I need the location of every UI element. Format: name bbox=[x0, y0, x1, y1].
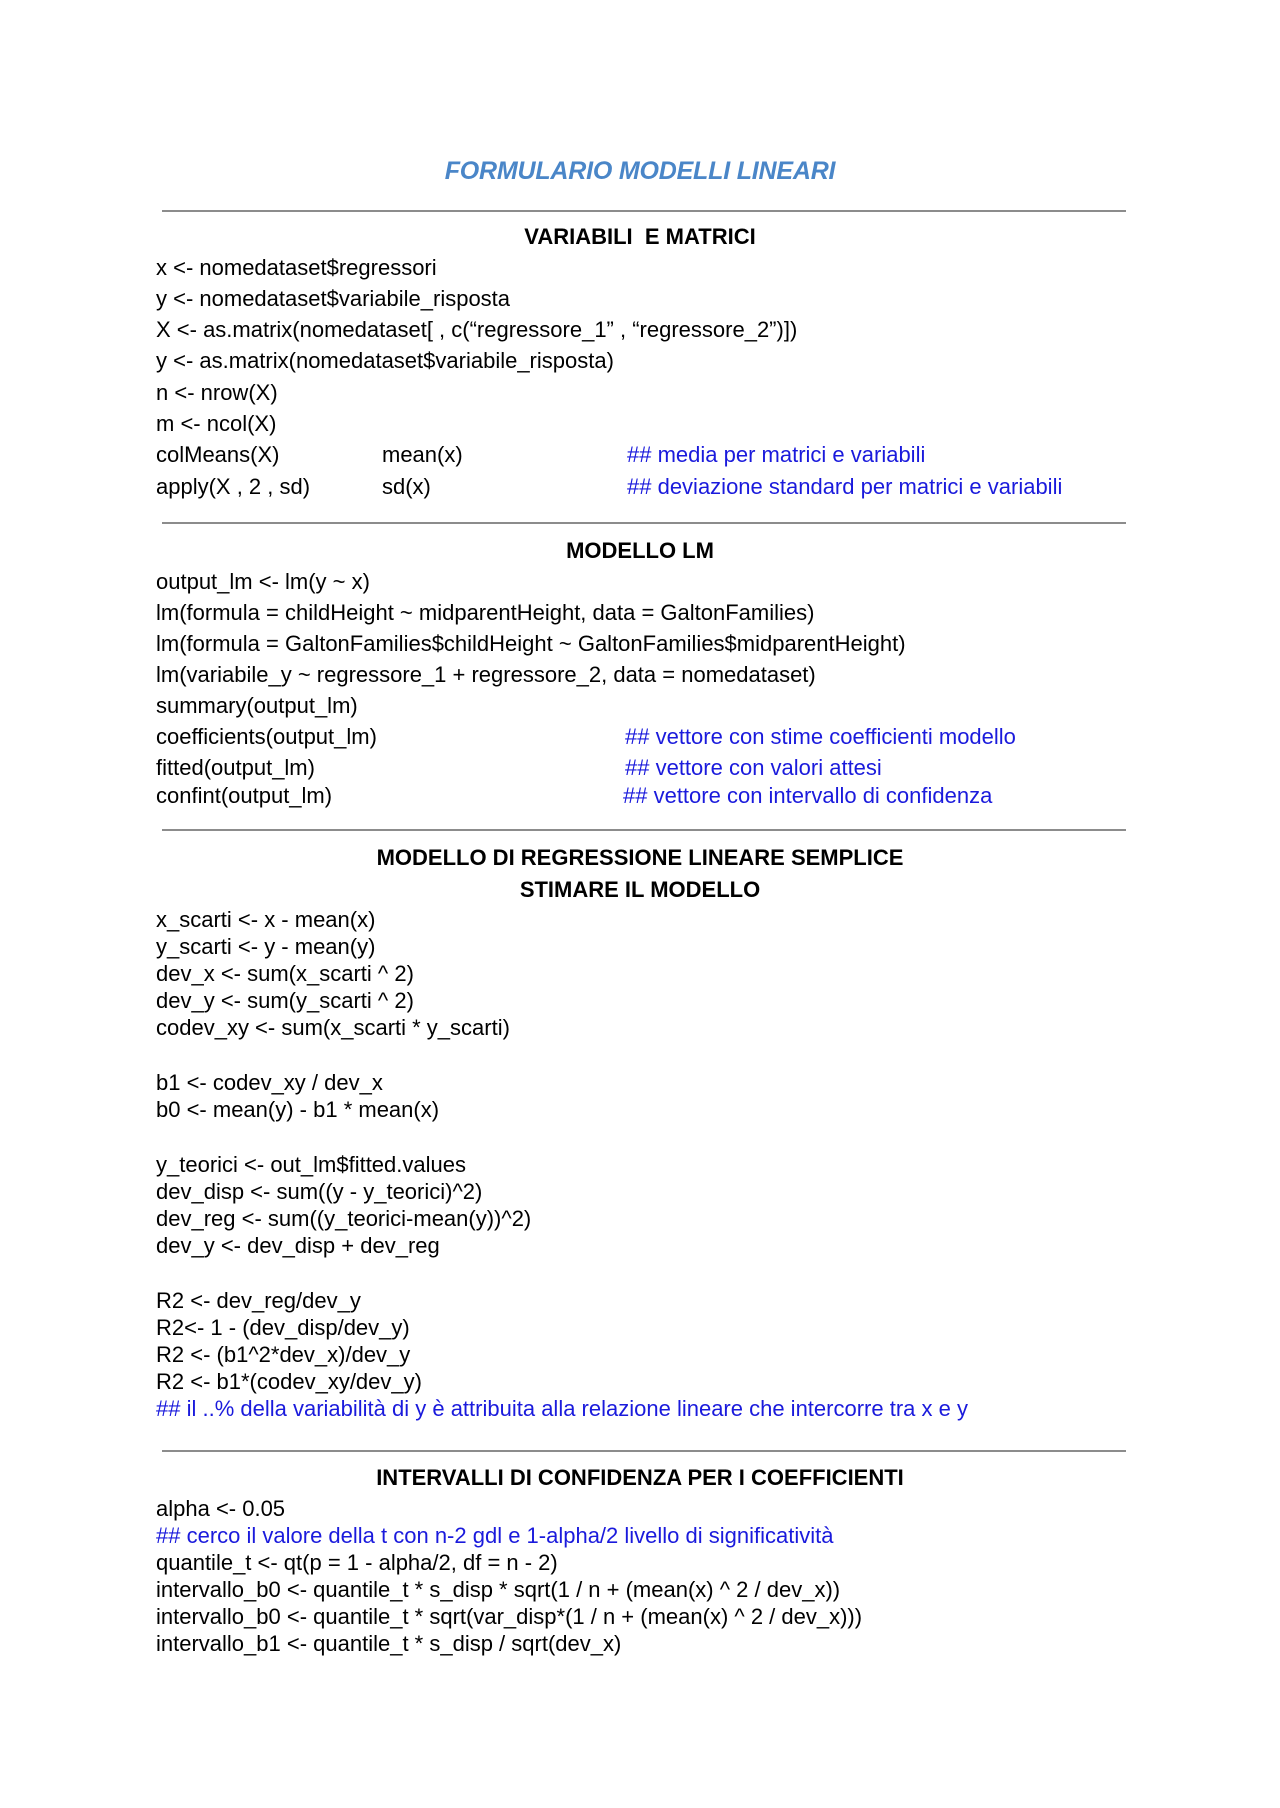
code-line: dev_y <- dev_disp + dev_reg bbox=[156, 1233, 440, 1258]
code-line: lm(formula = childHeight ~ midparentHeight, data = GaltonFamilies) bbox=[156, 600, 815, 625]
code-line: dev_y <- sum(y_scarti ^ 2) bbox=[156, 988, 414, 1013]
code-comment: ## il ..% della variabilità di y è attribuita alla relazione lineare che intercorre tra x e y bbox=[156, 1396, 968, 1421]
code-line: y <- nomedataset$variabile_risposta bbox=[156, 286, 511, 311]
section-heading-regressione: MODELLO DI REGRESSIONE LINEARE SEMPLICE bbox=[376, 845, 904, 870]
code-line: lm(variabile_y ~ regressore_1 + regressore_2, data = nomedataset) bbox=[156, 662, 816, 687]
section-subheading-stimare: STIMARE IL MODELLO bbox=[519, 877, 761, 902]
code-line: dev_disp <- sum((y - y_teorici)^2) bbox=[156, 1179, 483, 1204]
code-line: output_lm <- lm(y ~ x) bbox=[156, 569, 370, 594]
code-comment: ## cerco il valore della t con n-2 gdl e 1-alpha/2 livello di significatività bbox=[156, 1523, 834, 1548]
code-line: y_teorici <- out_lm$fitted.values bbox=[156, 1152, 466, 1177]
code-comment: ## vettore con intervallo di confidenza bbox=[623, 783, 993, 808]
code-line: intervallo_b0 <- quantile_t * s_disp * sqrt(1 / n + (mean(x) ^ 2 / dev_x)) bbox=[156, 1577, 841, 1602]
code-line: n <- nrow(X) bbox=[156, 380, 278, 405]
code-line: R2<- 1 - (dev_disp/dev_y) bbox=[156, 1315, 410, 1340]
section-heading-modello-lm: MODELLO LM bbox=[566, 538, 714, 563]
code-line: confint(output_lm) bbox=[156, 783, 333, 808]
code-line: y_scarti <- y - mean(y) bbox=[156, 934, 376, 959]
code-line: fitted(output_lm) bbox=[156, 755, 315, 780]
code-line: m <- ncol(X) bbox=[156, 411, 277, 436]
code-comment: ## vettore con stime coefficienti modello bbox=[625, 724, 1016, 749]
code-line: X <- as.matrix(nomedataset[ , c(“regressore_1” , “regressore_2”)]) bbox=[156, 317, 798, 342]
code-comment: ## vettore con valori attesi bbox=[625, 755, 882, 780]
code-line: codev_xy <- sum(x_scarti * y_scarti) bbox=[156, 1015, 510, 1040]
divider bbox=[162, 1450, 1126, 1452]
code-line: x <- nomedataset$regressori bbox=[156, 255, 437, 280]
code-line: lm(formula = GaltonFamilies$childHeight ~ GaltonFamilies$midparentHeight) bbox=[156, 631, 906, 656]
code-line: colMeans(X) bbox=[156, 442, 280, 467]
code-line: R2 <- (b1^2*dev_x)/dev_y bbox=[156, 1342, 411, 1367]
code-line: sd(x) bbox=[382, 474, 431, 499]
divider bbox=[162, 522, 1126, 524]
code-line: intervallo_b0 <- quantile_t * sqrt(var_disp*(1 / n + (mean(x) ^ 2 / dev_x))) bbox=[156, 1604, 863, 1629]
section-heading-variabili: VARIABILI E MATRICI bbox=[524, 224, 756, 249]
code-line: y <- as.matrix(nomedataset$variabile_risposta) bbox=[156, 348, 614, 373]
code-line: b1 <- codev_xy / dev_x bbox=[156, 1070, 383, 1095]
code-line: dev_x <- sum(x_scarti ^ 2) bbox=[156, 961, 414, 986]
code-line: b0 <- mean(y) - b1 * mean(x) bbox=[156, 1097, 440, 1122]
code-line: R2 <- dev_reg/dev_y bbox=[156, 1288, 361, 1313]
divider bbox=[162, 210, 1126, 212]
code-line: apply(X , 2 , sd) bbox=[156, 474, 311, 499]
code-comment: ## media per matrici e variabili bbox=[627, 442, 926, 467]
code-comment: ## deviazione standard per matrici e variabili bbox=[627, 474, 1063, 499]
code-line: alpha <- 0.05 bbox=[156, 1496, 286, 1521]
page-title: FORMULARIO MODELLI LINEARI bbox=[444, 157, 836, 185]
divider bbox=[162, 829, 1126, 831]
code-line: R2 <- b1*(codev_xy/dev_y) bbox=[156, 1369, 422, 1394]
code-line: quantile_t <- qt(p = 1 - alpha/2, df = n - 2) bbox=[156, 1550, 558, 1575]
code-line: x_scarti <- x - mean(x) bbox=[156, 907, 376, 932]
code-line: dev_reg <- sum((y_teorici-mean(y))^2) bbox=[156, 1206, 532, 1231]
code-line: coefficients(output_lm) bbox=[156, 724, 377, 749]
section-heading-intervalli: INTERVALLI DI CONFIDENZA PER I COEFFICIENTI bbox=[376, 1465, 904, 1490]
code-line: summary(output_lm) bbox=[156, 693, 358, 718]
code-line: mean(x) bbox=[382, 442, 463, 467]
code-line: intervallo_b1 <- quantile_t * s_disp / sqrt(dev_x) bbox=[156, 1631, 622, 1656]
